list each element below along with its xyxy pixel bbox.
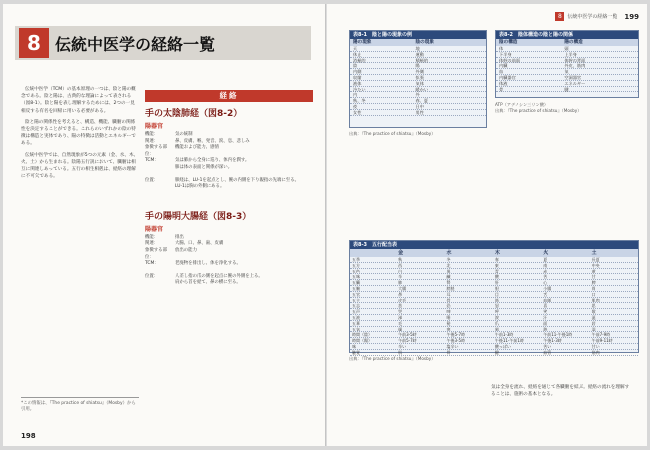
table-cell: 五主 xyxy=(352,297,360,303)
meridian-rows xyxy=(145,132,313,191)
table-cell: 青 xyxy=(494,268,499,274)
table-cell: 気体 xyxy=(415,80,424,86)
chapter-number: 8 xyxy=(19,28,49,58)
table-cell: 骨 xyxy=(446,349,451,355)
meridian-header: 経絡 xyxy=(145,90,313,102)
running-header-chapter-box: 8 xyxy=(555,12,564,21)
table-cell: 塩辛い xyxy=(446,343,459,349)
footnote: *この情報は、『The practice of shiatsu』（Mosby）から引用。 xyxy=(21,397,139,412)
table-cell: 五気 xyxy=(352,326,360,332)
table-cell: 恐 xyxy=(446,303,451,309)
table-cell: 頭 xyxy=(564,46,569,51)
table-cell: 五声 xyxy=(352,309,360,314)
table-cell: 血 xyxy=(499,69,504,75)
book-spread xyxy=(3,4,647,446)
row-value: 鼻、皮膚、喉、発音、涙、息、悲しみ xyxy=(175,138,250,144)
table-cell: 秋、冬 xyxy=(353,98,366,104)
table-cell: 肺 xyxy=(398,280,403,285)
table-cell: 陽 xyxy=(415,63,420,69)
table-cell: 赤 xyxy=(543,268,548,274)
page-number-left: 198 xyxy=(21,432,36,440)
row-value: 気の統制 xyxy=(175,132,193,137)
table-cell: 皮毛 xyxy=(398,297,407,303)
row-key: 位置： xyxy=(145,273,159,279)
table-body-structure xyxy=(495,30,639,98)
table-cell: 内側 xyxy=(353,69,362,75)
table-cell: 骨 xyxy=(499,86,504,92)
table-cell: 消極的 xyxy=(353,57,366,63)
table-cell: 甘 xyxy=(591,274,596,280)
table-cell: 時間（陽） xyxy=(352,338,372,343)
column-header: 火 xyxy=(543,250,549,256)
table-cell: 五志 xyxy=(352,303,360,309)
row-key: 機能： xyxy=(145,234,159,240)
table-cell: 天 xyxy=(353,46,358,51)
table-cell: 呼 xyxy=(494,309,499,314)
table-cell: 苦い xyxy=(543,343,552,349)
table-cell: 午前5-7時 xyxy=(398,338,417,343)
table-cell: 腎 xyxy=(446,280,451,285)
table-cell: 唾 xyxy=(446,314,451,320)
column-header: 金 xyxy=(398,250,404,256)
column-header: 水 xyxy=(446,250,452,256)
running-header-text: 伝統中医学の経絡一覧 xyxy=(567,14,618,20)
body-paragraph: 伝統中医学では、自然現象が5つの元素（金、水、木、火、土）から生まれる。陰陽五行説において、臓腑は相互に関連しあっている。五行の相生相剋は、経絡の理解に不可欠である。 xyxy=(21,152,139,180)
table-cell: 午前7-9時 xyxy=(591,332,611,338)
meridian-row xyxy=(145,165,313,172)
table-cell: 唇 xyxy=(591,320,596,326)
table-cell: 春 xyxy=(494,257,499,262)
left-body-text xyxy=(21,86,139,184)
table-cell: 酸っぱい xyxy=(494,343,511,349)
table-row xyxy=(350,350,638,356)
table-cell: 内臓 xyxy=(499,63,508,69)
meridian-row xyxy=(145,235,313,242)
chapter-title: 伝統中医学の経絡一覧 xyxy=(55,35,216,54)
table-cell: 甘い xyxy=(591,343,600,349)
table-cell: 舌 xyxy=(543,291,548,297)
table-cell: 寒 xyxy=(446,326,451,332)
row-key xyxy=(145,280,175,287)
table-cell: 西 xyxy=(398,262,403,268)
table-cell: 哭 xyxy=(398,309,403,314)
table-cell: 涕 xyxy=(398,314,403,320)
column-header: 陽の構造 xyxy=(564,40,583,45)
table-cell: 午後3-5時 xyxy=(446,338,465,343)
table-cell: 午後11-午前1時 xyxy=(494,338,524,343)
table-cell: 目 xyxy=(494,291,499,297)
table-cell: 上半身 xyxy=(564,51,577,57)
table-header-row xyxy=(496,39,638,46)
table-cell: 五方 xyxy=(352,262,360,268)
table-cell: 触覚 xyxy=(352,349,360,355)
table-cell: 外皮、筋肉 xyxy=(564,63,586,69)
table-yin-yang-phenomena xyxy=(349,30,487,128)
table-cell: 脾 xyxy=(591,280,596,285)
table-cell: 爪 xyxy=(494,320,499,326)
table-body xyxy=(350,46,486,116)
row-value: 大腸、口、鼻、歯、皮膚 xyxy=(175,241,224,247)
row-key: TCM： xyxy=(145,261,159,267)
table-cell: 肝 xyxy=(494,280,499,285)
row-value: LU-1は胸の外側にある。 xyxy=(175,184,225,190)
table-cell: 五色 xyxy=(352,268,360,274)
table-cell: 苦 xyxy=(543,274,548,280)
table-cell: 髪 xyxy=(446,320,451,326)
table-cell: エネルギー xyxy=(564,80,586,86)
table-cell: 長夏 xyxy=(591,257,600,262)
right-page xyxy=(327,4,647,446)
table-five-elements xyxy=(349,240,639,353)
table-cell: 五臓 xyxy=(352,280,360,285)
table-cell: 日中 xyxy=(415,103,424,109)
table-cell: 辛い xyxy=(398,343,407,349)
table-cell: 鼻 xyxy=(398,291,403,297)
table-cell: 喜 xyxy=(543,303,548,309)
table-cell: 体 xyxy=(499,46,504,51)
row-key: 関連： xyxy=(145,138,159,144)
table-cell: 歌 xyxy=(591,309,596,314)
table-cell: 暖かい xyxy=(415,86,429,92)
row-key: 位置： xyxy=(145,177,159,183)
table-cell: 思 xyxy=(591,303,596,309)
meridian-section-title: 手の太陰肺経（図8-2） xyxy=(145,109,243,119)
meridian-row xyxy=(145,241,313,248)
table-cell: 面 xyxy=(543,320,548,326)
table-title: 表8-3 五行配当表 xyxy=(350,241,638,249)
table-cell: 五季 xyxy=(352,257,360,262)
table-cell: 怒 xyxy=(494,303,499,309)
meridian-category: 陽器官 xyxy=(145,225,164,233)
table-cell: 涙 xyxy=(494,314,499,320)
table-cell: 女性 xyxy=(353,109,362,115)
table-cell: 胆 xyxy=(494,285,499,291)
table-cell: 体液 xyxy=(499,80,508,86)
meridian-row xyxy=(145,280,313,287)
row-value: 肺は体の表面と関係が深い。 xyxy=(175,164,233,170)
row-value: 機能および能力、感情 xyxy=(175,145,219,151)
table-cell: 黄 xyxy=(591,268,596,274)
table-cell: 時間（陰） xyxy=(352,332,372,338)
table-cell: 悲 xyxy=(398,303,403,309)
closing-paragraph: 気は全身を流れ、経絡を通じて各臓腑を結ぶ。経絡の流れを理解することは、施術の基本となる。 xyxy=(491,385,630,397)
table-cell: 酸 xyxy=(494,274,499,280)
table-row xyxy=(496,87,638,93)
table-cell: 膀胱 xyxy=(446,285,455,291)
column-header: 土 xyxy=(591,250,597,256)
page-number-right: 199 xyxy=(624,12,639,21)
table-cell: 内臓器官 xyxy=(499,74,516,80)
column-header: 木 xyxy=(494,250,500,256)
table-cell: 男性 xyxy=(415,109,424,115)
table-cell: 胃 xyxy=(591,285,596,291)
table-cell: 午後1-3時 xyxy=(543,338,562,343)
row-key xyxy=(145,184,175,191)
table-cell: 東 xyxy=(494,262,499,268)
table-header-row xyxy=(350,249,638,257)
table-cell: 黒 xyxy=(446,268,451,274)
row-value: 老廃物を排出し、体を浄化する。 xyxy=(175,261,241,267)
table-cell: 外側 xyxy=(415,69,424,75)
table-cell: 五官 xyxy=(352,291,360,297)
meridian-row xyxy=(145,139,313,146)
row-value: 肺経は、LU-1を起点とし、腕の内側を下り親指の先端に至る。 xyxy=(175,177,299,183)
table-cell: 心 xyxy=(543,280,548,285)
table-cell: 腱 xyxy=(494,349,499,355)
row-value: 人差し指の爪の側を起点に腕の外側を上る。 xyxy=(175,273,263,279)
body-paragraph: 陰と陽の関係性を考えると、構造、機能、臓腑の関係性を決定することができる。これらのいずれかの陰の特徴は構造と実体であり、陽の特徴は活動とエネルギーである。 xyxy=(21,119,136,147)
table-cell: 午前11-午後1時 xyxy=(543,332,573,338)
table-row xyxy=(350,110,486,116)
table-cell: 空洞器官 xyxy=(564,74,582,80)
running-header xyxy=(555,12,639,21)
row-key: 関連： xyxy=(145,241,159,247)
table-cell: 冬 xyxy=(446,257,451,262)
row-key: TCM： xyxy=(145,158,159,164)
meridian-row xyxy=(145,184,313,191)
table-cell: 涎 xyxy=(591,314,596,320)
table-cell: 血管 xyxy=(543,349,552,355)
table-cell: 五華 xyxy=(352,320,360,326)
table-cell: 肌 xyxy=(398,349,403,355)
table-cell: 春、夏 xyxy=(415,98,429,104)
row-key: 象徴する部位： xyxy=(145,145,167,157)
table-cell: 笑 xyxy=(543,309,548,314)
left-page xyxy=(3,4,325,446)
row-key: 象徴する部位： xyxy=(145,247,167,260)
table-cell: 気 xyxy=(564,69,569,75)
table-cell: 午前3-5時 xyxy=(398,332,417,338)
table-cell: 液体 xyxy=(353,80,362,86)
row-value: 気は肺から全身に巡り、体内を潤す。 xyxy=(175,158,250,164)
table-cell: 内 xyxy=(353,92,358,98)
table-cell: 陰 xyxy=(353,63,358,69)
chapter-header xyxy=(15,26,311,60)
row-key: 機能： xyxy=(145,132,159,137)
table-title: 表8-1 陰と陽の現象の例 xyxy=(350,31,486,39)
table-cell: 味 xyxy=(352,343,356,349)
table-cell: 夏 xyxy=(543,257,548,262)
table-cell: 冷たい xyxy=(353,86,366,92)
table-cell: 汗 xyxy=(543,314,548,320)
meridian-row xyxy=(145,145,313,158)
table-source: 出典：『The practice of shiatsu』（Mosby） xyxy=(349,131,436,136)
table-cell: 地 xyxy=(415,46,420,51)
table-cell: 白 xyxy=(398,268,403,274)
body-paragraph: 伝統中医学（TCM）の基本原理の一つは、陰と陽の概念である。陰と陽は、古典的な理論によって表される（図8-1）。陰と陽を表し理解するためには、2つの一見相反する有名を回帰に用いる必要がある。 xyxy=(21,87,136,114)
table-cell: 血脈 xyxy=(543,297,552,303)
table-cell: 外 xyxy=(415,92,420,98)
table-cell: 北 xyxy=(446,262,451,268)
table-source: 出典：『The practice of shiatsu』（Mosby） xyxy=(495,108,582,113)
meridian-row xyxy=(145,248,313,261)
table-cell: 拡張 xyxy=(415,74,424,80)
table-header-row xyxy=(350,39,486,46)
table-source: 出典：『The practice of shiatsu』（Mosby） xyxy=(349,356,436,361)
table-cell: 五味 xyxy=(352,274,360,280)
table-cell: 収縮 xyxy=(353,74,362,80)
table-cell: 下半身 xyxy=(499,51,512,57)
meridian-row xyxy=(145,158,313,165)
table-cell: 夜 xyxy=(353,103,358,109)
column-header: 陰の構造 xyxy=(499,40,518,45)
table-cell: 湿 xyxy=(591,326,596,332)
table-body xyxy=(350,257,638,356)
column-header xyxy=(350,249,396,257)
table-note: ATP（アデノシン三リン酸） xyxy=(495,102,549,107)
table-cell: 呻 xyxy=(446,309,451,314)
table-cell: 五腑 xyxy=(352,285,360,291)
table-cell: 耳 xyxy=(446,291,451,297)
meridian-row xyxy=(145,261,313,268)
meridian-row xyxy=(145,178,313,185)
table-cell: 運動 xyxy=(415,51,424,57)
table-body xyxy=(496,46,638,92)
table-cell: 筋肉 xyxy=(591,349,600,355)
table-title: 表8-2 陰体構造の陰と陽の関係 xyxy=(496,31,638,39)
table-cell: 毛 xyxy=(398,320,403,326)
row-value: 放出の能力 xyxy=(175,247,197,253)
meridian-section-title: 手の陽明大腸経（図8-3） xyxy=(145,211,252,222)
row-value: 排出 xyxy=(175,234,184,240)
meridian-column xyxy=(145,90,313,287)
table-cell: 体幹の前面 xyxy=(499,57,520,63)
meridian-row xyxy=(145,132,313,139)
column-header: 陰の現象 xyxy=(415,40,434,45)
table-cell: 中央 xyxy=(591,262,600,268)
table-cell: 熱 xyxy=(543,326,548,332)
meridian-rows xyxy=(145,235,313,287)
table-cell: 大腸 xyxy=(398,285,407,291)
row-value: 肩から首を経て、鼻の横に至る。 xyxy=(175,280,241,286)
table-cell: 口 xyxy=(591,291,596,297)
table-cell: 鹹 xyxy=(446,274,451,280)
table-cell: 体幹の背面 xyxy=(564,57,586,63)
table-cell: 午前9-11時 xyxy=(591,338,613,343)
table-cell: 休止 xyxy=(353,51,362,57)
table-cell: 筋 xyxy=(494,297,499,303)
row-key xyxy=(145,165,175,172)
table-cell: 午前1-3時 xyxy=(494,332,514,338)
table-cell: 積極的 xyxy=(415,57,429,63)
table-cell: 風 xyxy=(494,326,499,332)
table-cell: 腱 xyxy=(564,86,569,92)
table-cell: 辛 xyxy=(398,274,403,280)
table-cell: 肌肉 xyxy=(591,297,600,303)
table-cell: 秋 xyxy=(398,257,403,262)
meridian-category: 陽器官 xyxy=(145,123,164,130)
table-cell: 骨 xyxy=(446,297,451,303)
table-cell: 小腸 xyxy=(543,285,552,291)
table-cell: 燥 xyxy=(398,326,403,332)
column-header: 陽の現象 xyxy=(353,40,372,45)
table-cell: 五液 xyxy=(352,314,360,320)
table-cell: 午後5-7時 xyxy=(446,332,465,338)
table-cell: 南 xyxy=(543,262,548,268)
